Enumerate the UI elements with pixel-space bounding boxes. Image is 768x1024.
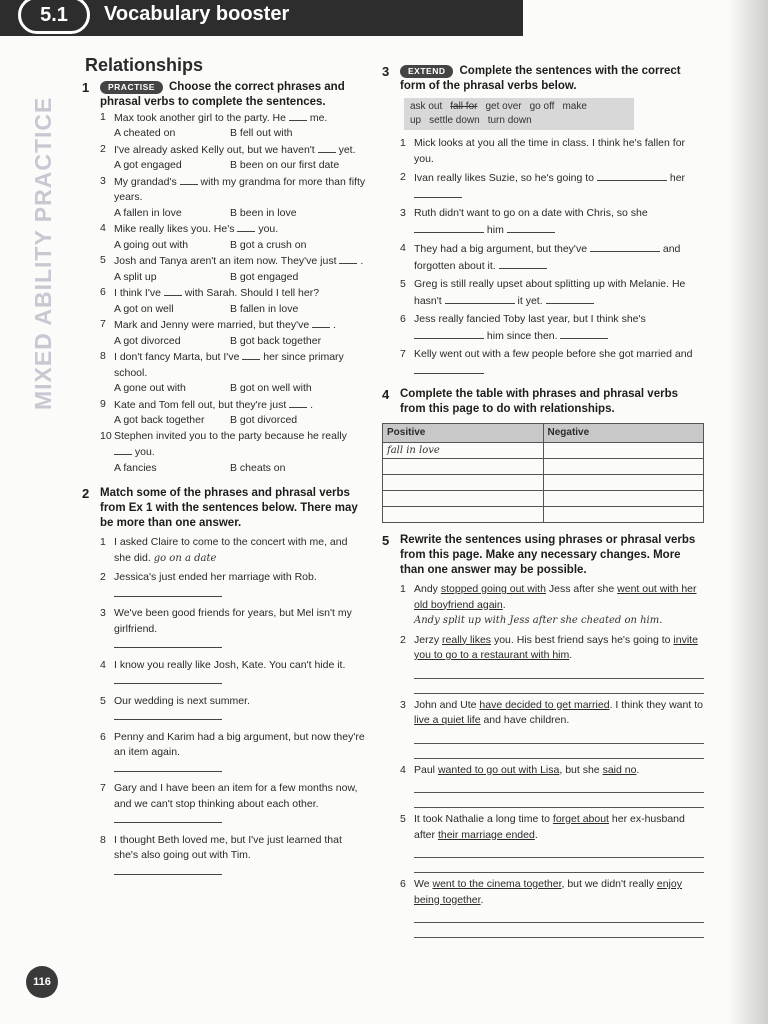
underlined-phrase: have decided to get married (479, 698, 610, 711)
item-text: her (669, 172, 686, 184)
answer-blank[interactable] (560, 328, 608, 339)
instruction-text: Complete the sentences with the correct form of the phrasal verbs below. (400, 65, 681, 92)
list-item (382, 763, 704, 779)
list-item (382, 136, 704, 167)
option-a[interactable]: A cheated on (114, 127, 176, 139)
item-number: 8 (100, 833, 106, 846)
instruction-text: Choose the correct phrases and phrasal verbs to complete the sentences. (100, 80, 345, 108)
item-number: 1 (100, 110, 106, 123)
answer-line[interactable] (414, 679, 704, 694)
item-text: I don't fancy Marta, but I've (114, 351, 240, 363)
answer-options (82, 158, 367, 174)
table-cell[interactable] (543, 442, 704, 459)
list-item (82, 429, 367, 461)
item-number: 6 (400, 313, 406, 325)
item-text: . (636, 763, 640, 776)
item-text: him since then. (486, 329, 558, 342)
item-text: We (414, 878, 433, 890)
item-number: 2 (400, 171, 406, 183)
option-b[interactable]: B been on our first date (230, 159, 340, 171)
item-text: her ex-husband after (414, 813, 685, 841)
item-text: , but we didn't really (561, 878, 657, 890)
list-item (82, 349, 367, 381)
item-number: 1 (100, 536, 106, 548)
table-cell: fall in love (383, 442, 544, 459)
answer-line[interactable] (414, 843, 704, 858)
answer-blank[interactable] (546, 293, 594, 304)
exercise-number: 5 (382, 533, 390, 548)
item-text: My grandad's (114, 175, 177, 188)
option-a[interactable]: A got on well (114, 302, 174, 315)
item-text: Jerzy (414, 633, 443, 646)
answer-blank[interactable] (114, 637, 222, 648)
list-item (82, 142, 367, 159)
underlined-phrase: their marriage ended (437, 828, 535, 841)
exercise-1-items (82, 110, 367, 477)
item-text: you. (258, 223, 279, 235)
list-item (82, 606, 367, 654)
table-cell[interactable] (543, 491, 704, 507)
answer-blank[interactable] (114, 709, 222, 720)
answer-line[interactable] (414, 744, 704, 759)
item-text: Paul (414, 763, 438, 776)
list-item (82, 253, 367, 270)
item-text: Jessica's just ended her marriage with Rob. (114, 571, 317, 583)
item-text: I've already asked Kelly out, but we haven't (114, 143, 315, 156)
item-text: Mick looks at you all the time in class. I think he's fallen for you. (414, 137, 686, 165)
exercise-3-items (382, 136, 704, 379)
list-item (382, 170, 704, 203)
answer-blank[interactable] (237, 221, 255, 232)
item-text: it yet. (517, 294, 543, 307)
table-cell[interactable] (383, 459, 544, 475)
option-b[interactable]: B fell out with (230, 127, 293, 139)
item-text: Kate and Tom fell out, but they're just (114, 398, 287, 411)
list-item (82, 658, 367, 690)
underlined-phrase: went to the cinema together (432, 878, 562, 890)
item-text: I think I've (114, 287, 161, 299)
item-number: 2 (100, 142, 106, 155)
item-text: Andy (414, 583, 441, 595)
answer-line[interactable] (414, 858, 704, 873)
answer-options (82, 302, 367, 318)
exercise-2-items (82, 535, 367, 880)
option-a[interactable]: A fallen in love (114, 206, 182, 219)
page-title: Vocabulary booster (104, 3, 290, 25)
underlined-phrase: invite you to go to a restaurant with him (414, 633, 698, 661)
option-a[interactable]: A gone out with (114, 382, 186, 394)
item-text: Ivan really likes Suzie, so he's going to (414, 172, 595, 184)
answer-blank[interactable] (114, 444, 132, 455)
practise-pill: PRACTISE (100, 81, 163, 94)
underlined-phrase: enjoy being together (414, 878, 682, 906)
underlined-phrase: said no (602, 763, 637, 776)
word-option: make up (410, 101, 587, 126)
underlined-phrase: live a quiet life (414, 714, 481, 726)
instruction-text: Complete the table with phrases and phrasal verbs from this page to do with relationships. (400, 388, 678, 415)
answer-line[interactable] (414, 664, 704, 679)
answer-options (82, 206, 367, 222)
item-text: I asked Claire to come to the concert with me, and she did. (114, 536, 348, 564)
item-text: Ruth didn't want to go on a date with Chris, so she (414, 207, 648, 219)
item-number: 9 (100, 397, 106, 410)
answer-line[interactable] (414, 729, 704, 744)
word-option: ask out (410, 101, 443, 112)
table-cell[interactable] (383, 475, 544, 491)
right-column (382, 64, 704, 938)
exercise-1-instruction (82, 80, 367, 110)
answer-options (82, 334, 367, 350)
item-text: Penny and Karim had a big argument, but now they're an item again. (114, 730, 365, 758)
item-number: 8 (100, 350, 106, 362)
option-b[interactable]: B fallen in love (230, 302, 299, 315)
item-number: 6 (400, 878, 406, 890)
answer-blank[interactable] (312, 317, 330, 328)
table-cell[interactable] (543, 507, 704, 523)
handwritten-answer[interactable]: go on a date (153, 552, 217, 564)
item-text: I thought Beth loved me, but I've just learned that she's also going out with Tim. (114, 833, 342, 861)
underlined-phrase: forget about (552, 813, 609, 825)
item-number: 7 (400, 348, 406, 360)
exercise-number: 1 (82, 79, 90, 95)
item-number: 5 (400, 278, 406, 290)
item-text: Stephen invited you to the party because he really (114, 429, 347, 442)
option-a[interactable]: A got back together (114, 414, 205, 426)
answer-blank[interactable] (414, 363, 484, 374)
item-text: Gary and I have been an item for a few months now, and we can't stop thinking about each other. (114, 782, 358, 810)
item-text: It took Nathalie a long time to (414, 813, 553, 825)
answer-blank[interactable] (318, 142, 336, 153)
item-number: 5 (100, 694, 106, 707)
item-text: . (569, 649, 573, 661)
item-text: you. (134, 446, 155, 458)
item-text: . (502, 598, 506, 611)
answer-line[interactable] (414, 908, 704, 923)
word-option: fall for (450, 101, 478, 112)
item-number: 5 (400, 813, 406, 825)
exercise-number: 2 (82, 486, 90, 501)
column-header-negative: Negative (543, 424, 704, 443)
item-text: . (360, 255, 364, 267)
item-text: Max took another girl to the party. He (114, 111, 286, 124)
word-box (404, 98, 634, 130)
exercise-number: 3 (382, 64, 390, 79)
item-text: , but she (559, 763, 603, 776)
list-item (382, 812, 704, 843)
list-item (382, 698, 704, 729)
instruction-text: Rewrite the sentences using phrases or phrasal verbs from this page. Make any necessary changes. More than one answer may be possible. (400, 534, 696, 576)
list-item (382, 277, 704, 309)
list-item (82, 833, 367, 881)
exercise-5-items (382, 582, 704, 938)
item-number: 3 (400, 207, 406, 219)
item-text: and forgotten about it. (414, 243, 681, 272)
answer-options (82, 238, 367, 254)
option-b[interactable]: B got divorced (230, 414, 298, 426)
answer-blank[interactable] (114, 864, 222, 875)
list-item (82, 221, 367, 238)
item-text: yet. (338, 143, 356, 156)
word-option: settle down (429, 115, 480, 126)
item-text: and have children. (480, 714, 570, 726)
list-item (382, 347, 704, 379)
item-text: me. (309, 111, 328, 124)
item-text: John and Ute (414, 698, 480, 711)
item-text: Mark and Jenny were married, but they've (114, 319, 310, 331)
handwritten-answer[interactable]: Andy split up with Jess after she cheated on him. (414, 615, 663, 626)
answer-blank[interactable] (114, 673, 222, 684)
item-number: 1 (400, 137, 406, 149)
answer-options (82, 381, 367, 397)
list-item (82, 110, 367, 127)
item-text: Our wedding is next summer. (114, 694, 250, 707)
underlined-phrase: wanted to go out with Lisa (437, 763, 560, 776)
page-edge-shadow (728, 0, 768, 1024)
option-a[interactable]: A got engaged (114, 159, 182, 171)
item-number: 4 (100, 658, 106, 671)
item-number: 3 (400, 698, 406, 711)
item-text: her since primary school. (114, 351, 344, 379)
option-b[interactable]: B got on well with (230, 382, 312, 394)
option-a[interactable]: A split up (114, 270, 157, 283)
word-option: go off (529, 101, 555, 112)
item-text: . (333, 319, 336, 331)
item-number: 10 (100, 429, 112, 442)
answer-blank[interactable] (242, 349, 260, 360)
answer-blank[interactable] (289, 110, 307, 121)
item-text: . I think they want to (609, 698, 703, 711)
list-item (82, 730, 367, 778)
list-item (382, 633, 704, 664)
table-cell[interactable] (383, 507, 544, 523)
option-b[interactable]: B been in love (230, 206, 297, 219)
list-item (382, 877, 704, 908)
item-text: . (310, 398, 314, 411)
option-b[interactable]: B got back together (230, 334, 322, 347)
answer-line[interactable] (414, 778, 704, 793)
item-text: you. His best friend says he's going to (491, 633, 674, 646)
answer-blank[interactable] (414, 328, 484, 339)
list-item (82, 285, 367, 302)
answer-options (82, 126, 367, 142)
item-number: 6 (100, 286, 106, 298)
table-cell[interactable] (383, 491, 544, 507)
item-text: him (486, 223, 504, 236)
answer-blank[interactable] (445, 293, 515, 304)
word-option: get over (485, 101, 522, 112)
side-label: MIXED ABILITY PRACTICE (30, 96, 56, 410)
answer-blank[interactable] (414, 187, 462, 198)
option-b[interactable]: B got a crush on (230, 238, 307, 251)
answer-blank[interactable] (597, 170, 667, 181)
item-text: Greg is still really upset about splitting up with Melanie. He hasn't (414, 278, 686, 307)
left-column (82, 55, 367, 880)
page-number: 116 (26, 966, 58, 998)
section-heading: Relationships (85, 55, 204, 75)
exercise-5-instruction (382, 533, 704, 578)
list-item (82, 694, 367, 726)
answer-blank[interactable] (114, 812, 222, 823)
item-number: 4 (100, 222, 106, 234)
list-item (82, 535, 367, 566)
exercise-2-instruction (82, 486, 367, 531)
answer-blank[interactable] (590, 241, 660, 252)
instruction-text: Match some of the phrases and phrasal verbs from Ex 1 with the sentences below. There may be more than one answer. (100, 487, 358, 529)
list-item (82, 317, 367, 334)
item-text: Kelly went out with a few people before she got married and (414, 348, 693, 360)
item-text: . (480, 893, 484, 906)
answer-options (82, 270, 367, 286)
answer-blank[interactable] (339, 253, 357, 264)
extend-pill: EXTEND (400, 65, 453, 78)
item-text: We've been good friends for years, but Mel isn't my girlfriend. (114, 607, 352, 635)
option-b[interactable]: B got engaged (230, 270, 299, 283)
item-number: 5 (100, 254, 106, 266)
item-number: 4 (400, 763, 406, 776)
table-cell[interactable] (543, 459, 704, 475)
item-number: 2 (400, 633, 406, 646)
option-b[interactable]: B cheats on (230, 461, 286, 474)
list-item (82, 570, 367, 602)
underlined-phrase: went out with her old boyfriend again (414, 583, 697, 611)
word-option: turn down (487, 115, 532, 126)
answer-blank[interactable] (114, 586, 222, 597)
answer-blank[interactable] (114, 761, 222, 772)
answer-blank[interactable] (507, 222, 555, 233)
answer-blank[interactable] (499, 258, 547, 269)
list-item (382, 206, 704, 238)
answer-options (82, 461, 367, 477)
item-text: Jess after she (545, 583, 618, 595)
list-item (82, 781, 367, 829)
list-item (382, 241, 704, 274)
answer-blank[interactable] (164, 285, 182, 296)
header-bar (0, 0, 523, 36)
answer-line[interactable] (414, 923, 704, 938)
answer-blank[interactable] (180, 174, 198, 185)
item-text: . (534, 828, 538, 841)
list-item (82, 397, 367, 414)
underlined-phrase: really likes (442, 633, 492, 646)
item-number: 3 (100, 174, 106, 187)
item-text: with my grandma for more than fifty years. (114, 175, 366, 203)
exercise-3-instruction (382, 64, 704, 94)
relationships-table (382, 423, 704, 523)
item-number: 3 (100, 607, 106, 619)
item-number: 4 (400, 242, 406, 254)
item-text: I know you really like Josh, Kate. You can't hide it. (114, 658, 346, 671)
item-number: 1 (400, 583, 406, 595)
list-item (382, 582, 704, 613)
item-number: 2 (100, 571, 106, 583)
item-text: Jess really fancied Toby last year, but I think she's (414, 313, 646, 325)
exercise-4-instruction (382, 387, 704, 417)
section-number: 5.1 (18, 0, 90, 34)
item-text: They had a big argument, but they've (414, 243, 588, 255)
list-item (382, 312, 704, 344)
item-text: with Sarah. Should I tell her? (184, 287, 320, 299)
answer-blank[interactable] (289, 397, 307, 408)
item-text: Josh and Tanya aren't an item now. They've just (114, 255, 337, 267)
list-item (82, 174, 367, 206)
item-number: 7 (100, 782, 106, 794)
option-a[interactable]: A fancies (114, 461, 157, 474)
option-a[interactable]: A going out with (114, 238, 189, 251)
answer-line[interactable] (414, 793, 704, 808)
item-number: 7 (100, 318, 106, 330)
underlined-phrase: stopped going out with (440, 583, 546, 595)
exercise-number: 4 (382, 387, 390, 402)
item-text: Mike really likes you. He's (114, 223, 235, 235)
column-header-positive: Positive (383, 424, 544, 443)
answer-options (82, 413, 367, 429)
table-cell[interactable] (543, 475, 704, 491)
answer-blank[interactable] (414, 222, 484, 233)
item-number: 6 (100, 730, 106, 743)
option-a[interactable]: A got divorced (114, 334, 181, 347)
